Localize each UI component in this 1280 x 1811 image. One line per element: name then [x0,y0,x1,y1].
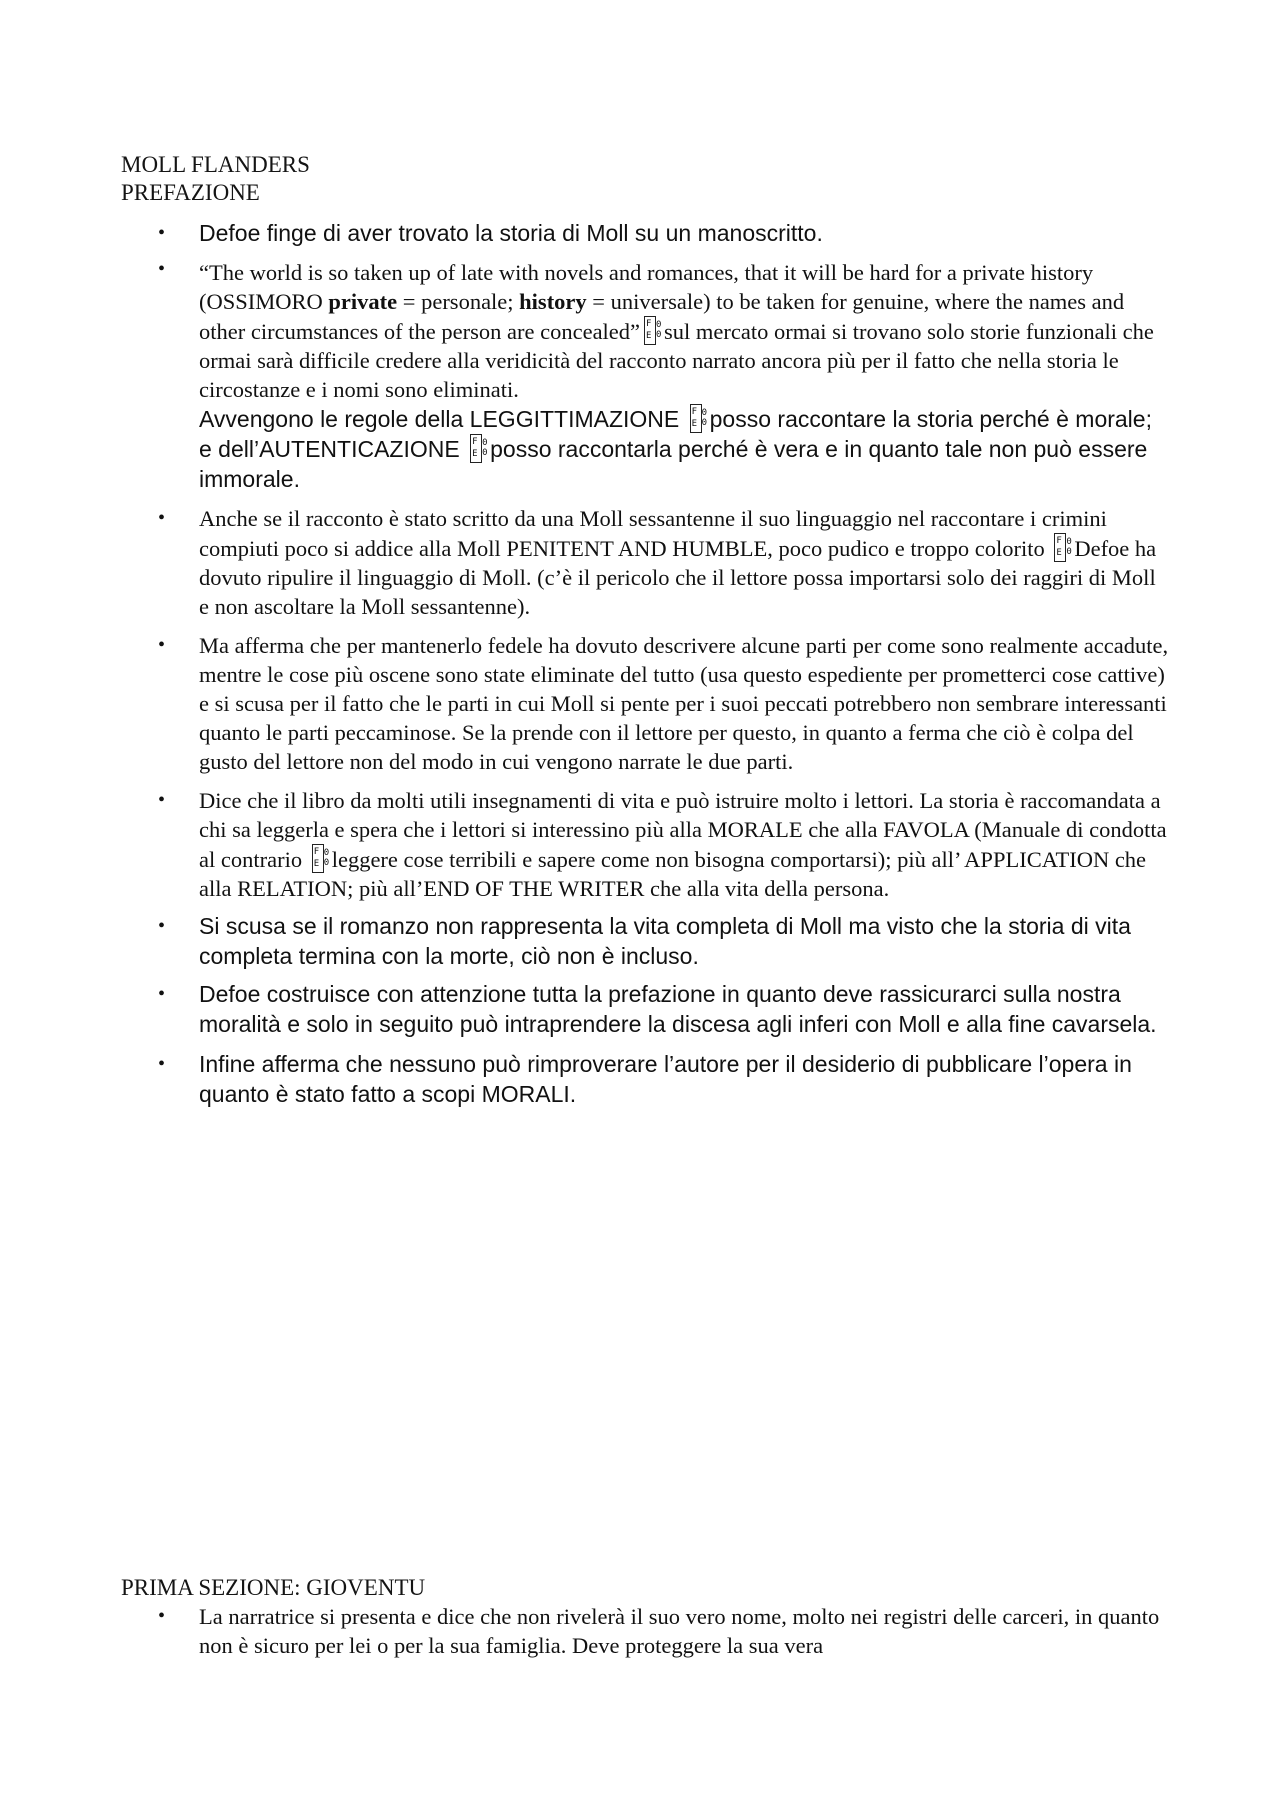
missing-glyph-digits: 0 0 [482,438,488,458]
list-item-text-sans: Avvengono le regole della LEGGITTIMAZIONE F E 0 0 posso raccontare la storia perché è morale; e dell’AUTENTICAZIONE F E 0 0 posso raccontarla perché è vera e in quanto tale non può essere immorale. [199,406,1152,492]
list-item [0,218,1169,248]
list-item-text: “The world is so taken up of late with novels and romances, that it will be hard for a private history (OSSIMORO private = personale; history = universale) to be taken for genuine, where the names and other circumstances of the person are concealed” F E 0 0 sul mercato ormai si trovano solo storie funzionali che ormai sarà difficile credere alla veridicità del racconto narrato ancora più per il fatto che nella storia le circostanze e i nomi sono eliminati. [199,260,1154,402]
list-item [0,979,1169,1039]
list-item-text: Defoe finge di aver trovato la storia di Moll su un manoscritto. [199,220,823,246]
list-item [0,786,1169,903]
bullet: • [158,634,166,656]
bullet: • [158,915,166,937]
bullet: • [158,222,166,244]
list-item-text: Anche se il racconto è stato scritto da una Moll sessantenne il suo linguaggio nel raccontare i crimini compiuti poco si addice alla Moll PENITENT AND HUMBLE, poco pudico e troppo colorito F E 0 0 Defoe ha dovuto ripulire il linguaggio di Moll. (c’è il pericolo che il lettore possa importarsi solo dei raggiri di Moll e non ascoltare la Moll sessantenne). [199,506,1157,619]
missing-glyph-digits: 0 0 [323,848,330,868]
list-item-text: Dice che il libro da molti utili insegnamenti di vita e può istruire molto i lettori. La storia è raccomandata a chi sa leggerla e spera che i lettori si interessino più alla MORALE che alla FAVOLA (Manuale di condotta al contrario F E 0 0 leggere cose terribili e sapere come non bisogna comportarsi); più all’ APPLICATION che alla RELATION; più all’END OF THE WRITER che alla vita della persona. [199,788,1167,901]
section-heading-prefazione: PREFAZIONE [121,180,260,205]
bullet: • [158,1605,166,1627]
missing-glyph-icon: F E [644,316,656,345]
list-item [0,911,1169,971]
section-heading-gioventu: PRIMA SEZIONE: GIOVENTU [121,1575,426,1600]
list-item-text: La narratrice si presenta e dice che non rivelerà il suo vero nome, molto nei registri delle carceri, in quanto non è sicuro per lei o per la sua famiglia. Deve proteggere la sua vera [199,1604,1160,1658]
missing-glyph-digits: 0 0 [701,408,708,428]
gioventu-list [0,1602,1169,1660]
list-item [0,631,1169,776]
missing-glyph-icon: F E [312,844,324,873]
bullet: • [158,983,166,1005]
list-item [0,504,1169,621]
bullet: • [158,1053,166,1075]
list-item [0,258,1169,494]
list-item-text: Infine afferma che nessuno può rimproverare l’autore per il desiderio di pubblicare l’opera in quanto è stato fatto a scopi MORALI. [199,1051,1132,1107]
bullet: • [158,507,166,529]
missing-glyph-icon: F E [1054,533,1066,562]
list-item-text: Ma afferma che per mantenerlo fedele ha dovuto descrivere alcune parti per come sono realmente accadute, mentre le cose più oscene sono state eliminate del tutto (usa questo espediente per prometterci cose cattive) e si scusa per il fatto che le parti in cui Moll si pente per i suoi peccati potrebbero non sembrare interessanti quanto le parti peccaminose. Se la prende con il lettore per questo, in quanto a ferma che ciò è colpa del gusto del lettore non del modo in cui vengono narrate le due parti. [199,633,1169,774]
list-item [0,1602,1169,1660]
document-title: MOLL FLANDERS [121,152,310,177]
bullet: • [158,789,166,811]
missing-glyph-icon: F E [470,434,482,463]
bullet: • [158,258,166,280]
missing-glyph-digits: 0 0 [1066,537,1072,557]
list-item-text: Si scusa se il romanzo non rappresenta la vita completa di Moll ma visto che la storia di vita completa termina con la morte, ciò non è incluso. [199,913,1131,969]
missing-glyph-digits: 0 0 [656,320,662,340]
prefazione-list [0,218,1169,1109]
list-item [0,1049,1169,1109]
missing-glyph-icon: F E [690,404,702,433]
list-item-text: Defoe costruisce con attenzione tutta la prefazione in quanto deve rassicurarci sulla nostra moralità e solo in seguito può intraprendere la discesa agli inferi con Moll e alla fine cavarsela. [199,981,1157,1037]
